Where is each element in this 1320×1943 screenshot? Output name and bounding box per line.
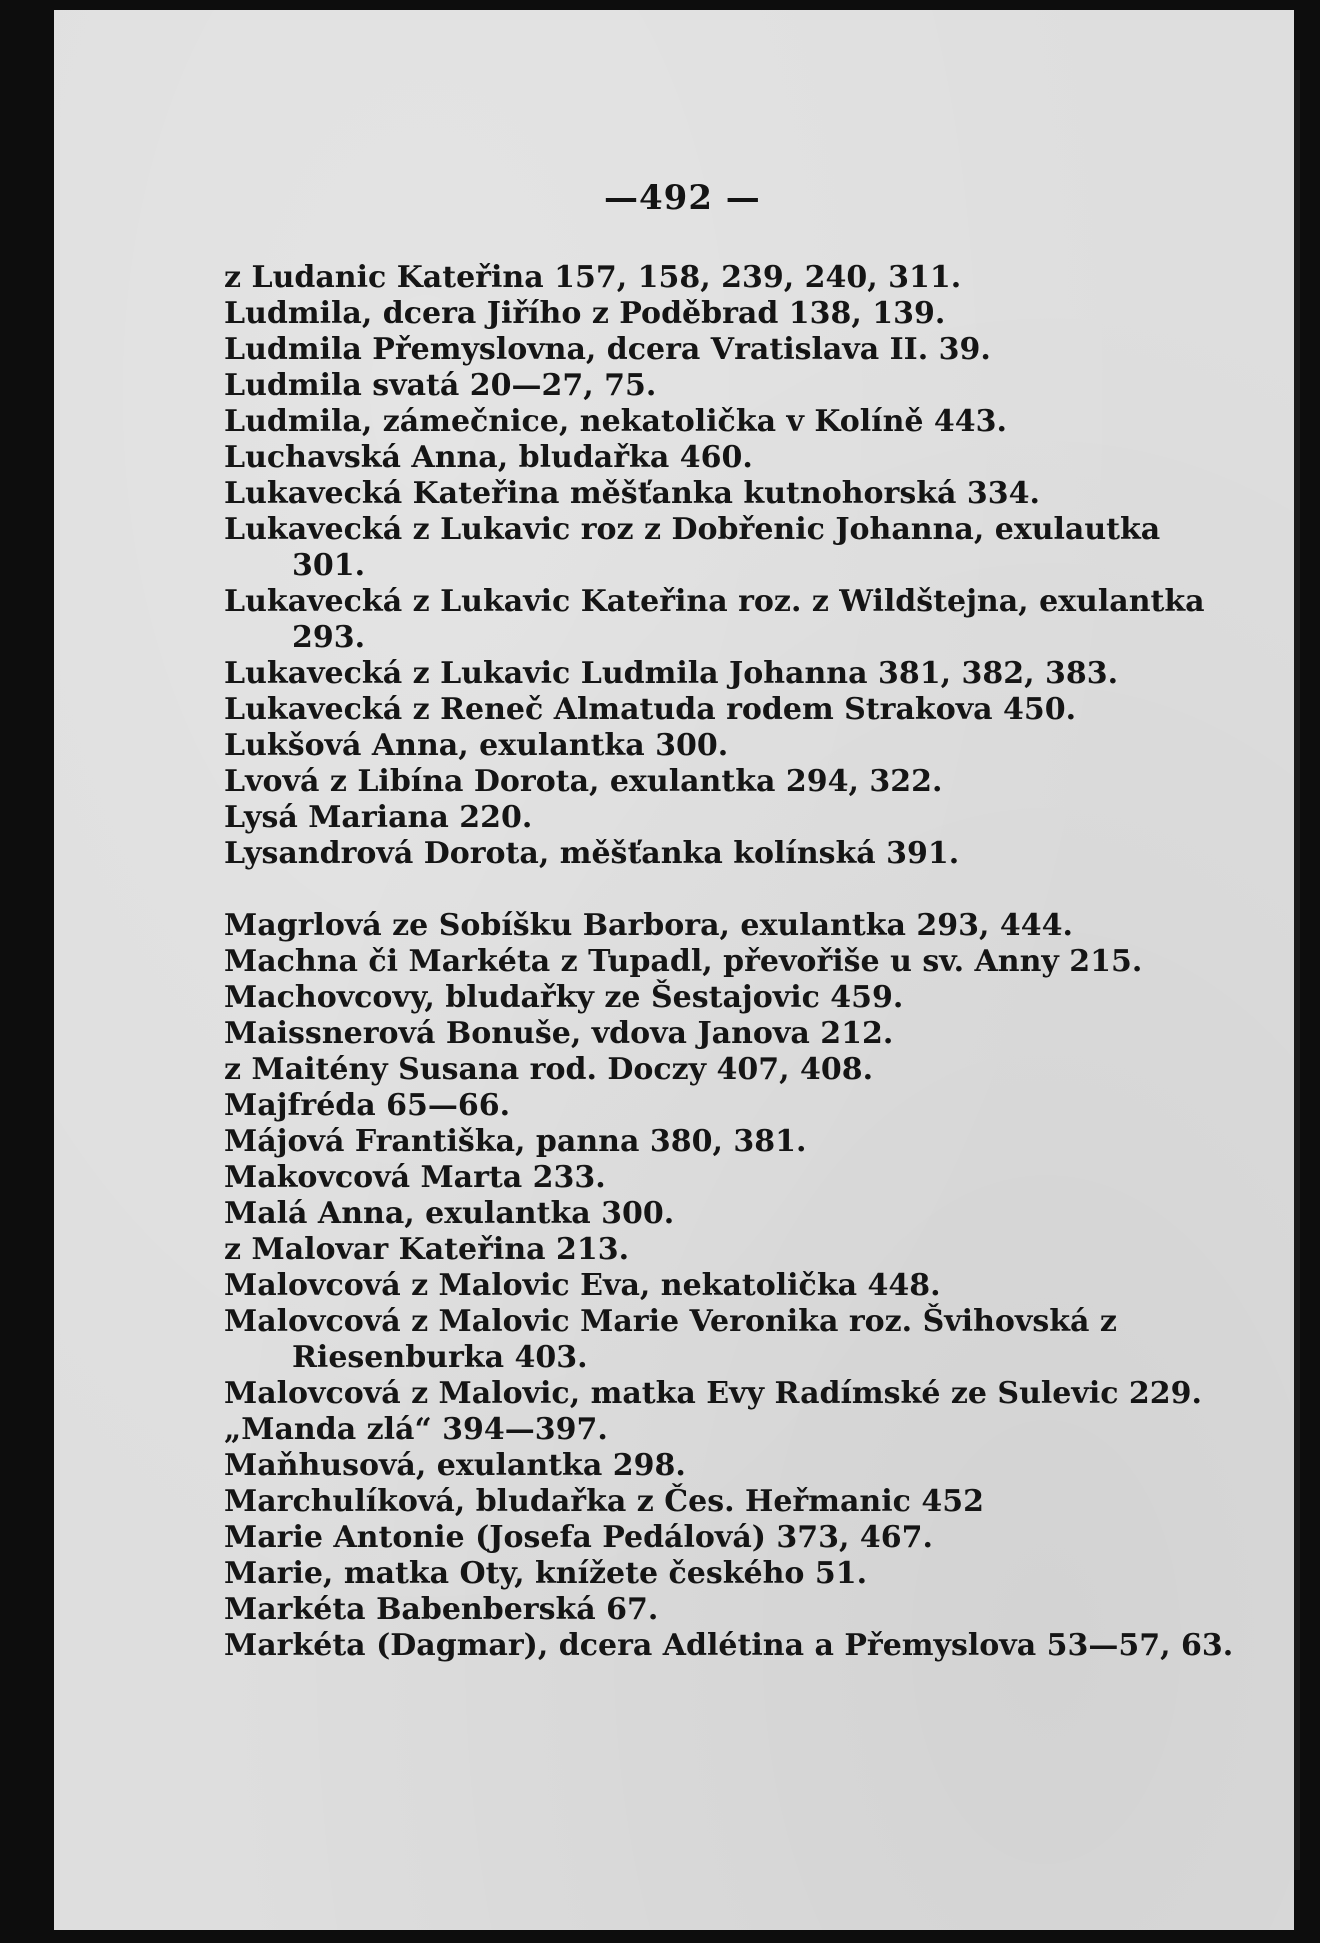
- index-entry: Lukavecká z Lukavic Kateřina roz. z Wildštejna, exulantka 293.: [224, 584, 1205, 655]
- scanned-page-frame: [40, 10, 1300, 1930]
- index-entry: Lvová z Libína Dorota, exulantka 294, 322.: [224, 764, 943, 799]
- index-entry: Májová Františka, panna 380, 381.: [224, 1124, 807, 1159]
- index-entry: Lukšová Anna, exulantka 300.: [224, 728, 729, 763]
- page-number: —492 —: [604, 178, 761, 218]
- index-entry: Lukavecká z Lukavic Ludmila Johanna 381, 382, 383.: [224, 656, 1119, 691]
- index-entry: Lukavecká z Lukavic roz z Dobřenic Johanna, exulautka 301.: [224, 512, 1161, 583]
- index-entry: Majfréda 65—66.: [224, 1088, 511, 1123]
- index-entry: z Ludanic Kateřina 157, 158, 239, 240, 311.: [224, 260, 962, 295]
- index-entry: Marie Antonie (Josefa Pedálová) 373, 467.: [224, 1520, 933, 1555]
- index-entry: Ludmila svatá 20—27, 75.: [224, 368, 657, 403]
- index-entry: Malá Anna, exulantka 300.: [224, 1196, 675, 1231]
- index-entry: Machna či Markéta z Tupadl, převořiše u sv. Anny 215.: [224, 944, 1143, 979]
- index-entry: Lukavecká Kateřina měšťanka kutnohorská 334.: [224, 476, 1040, 511]
- index-entry: „Manda zlá“ 394—397.: [224, 1412, 608, 1447]
- index-entry: Maňhusová, exulantka 298.: [224, 1448, 686, 1483]
- index-entries: [224, 260, 1234, 1664]
- index-entry: Malovcová z Malovic Eva, nekatolička 448.: [224, 1268, 941, 1303]
- index-entry: Marie, matka Oty, knížete českého 51.: [224, 1556, 868, 1591]
- index-entry: Makovcová Marta 233.: [224, 1160, 606, 1195]
- index-entry: Malovcová z Malovic, matka Evy Radímské ze Sulevic 229.: [224, 1376, 1202, 1411]
- index-entry: Machovcovy, bludařky ze Šestajovic 459.: [224, 980, 904, 1015]
- index-entry: z Malovar Kateřina 213.: [224, 1232, 630, 1267]
- book-page: [54, 10, 1294, 1930]
- index-entry: Magrlová ze Sobíšku Barbora, exulantka 293, 444.: [224, 908, 1073, 943]
- index-entry: Markéta Babenberská 67.: [224, 1592, 659, 1627]
- index-entry: Ludmila, dcera Jiřího z Poděbrad 138, 139.: [224, 296, 946, 331]
- binding-edge: [1294, 70, 1300, 1870]
- index-entry: Lysandrová Dorota, měšťanka kolínská 391.: [224, 836, 960, 871]
- index-entry: Marchulíková, bludařka z Čes. Heřmanic 452: [224, 1484, 984, 1519]
- index-entry: Ludmila Přemyslovna, dcera Vratislava II. 39.: [224, 332, 991, 367]
- index-entry: Luchavská Anna, bludařka 460.: [224, 440, 753, 475]
- index-entry: z Maitény Susana rod. Doczy 407, 408.: [224, 1052, 874, 1087]
- index-entry: Lysá Mariana 220.: [224, 800, 533, 835]
- index-entry: Lukavecká z Reneč Almatuda rodem Strakova 450.: [224, 692, 1077, 727]
- index-entry: Malovcová z Malovic Marie Veronika roz. Švihovská z Riesenburka 403.: [224, 1304, 1117, 1375]
- index-entry: Ludmila, zámečnice, nekatolička v Kolíně 443.: [224, 404, 1007, 439]
- index-entry: Maissnerová Bonuše, vdova Janova 212.: [224, 1016, 894, 1051]
- index-entry: Markéta (Dagmar), dcera Adlétina a Přemyslova 53—57, 63.: [224, 1628, 1234, 1663]
